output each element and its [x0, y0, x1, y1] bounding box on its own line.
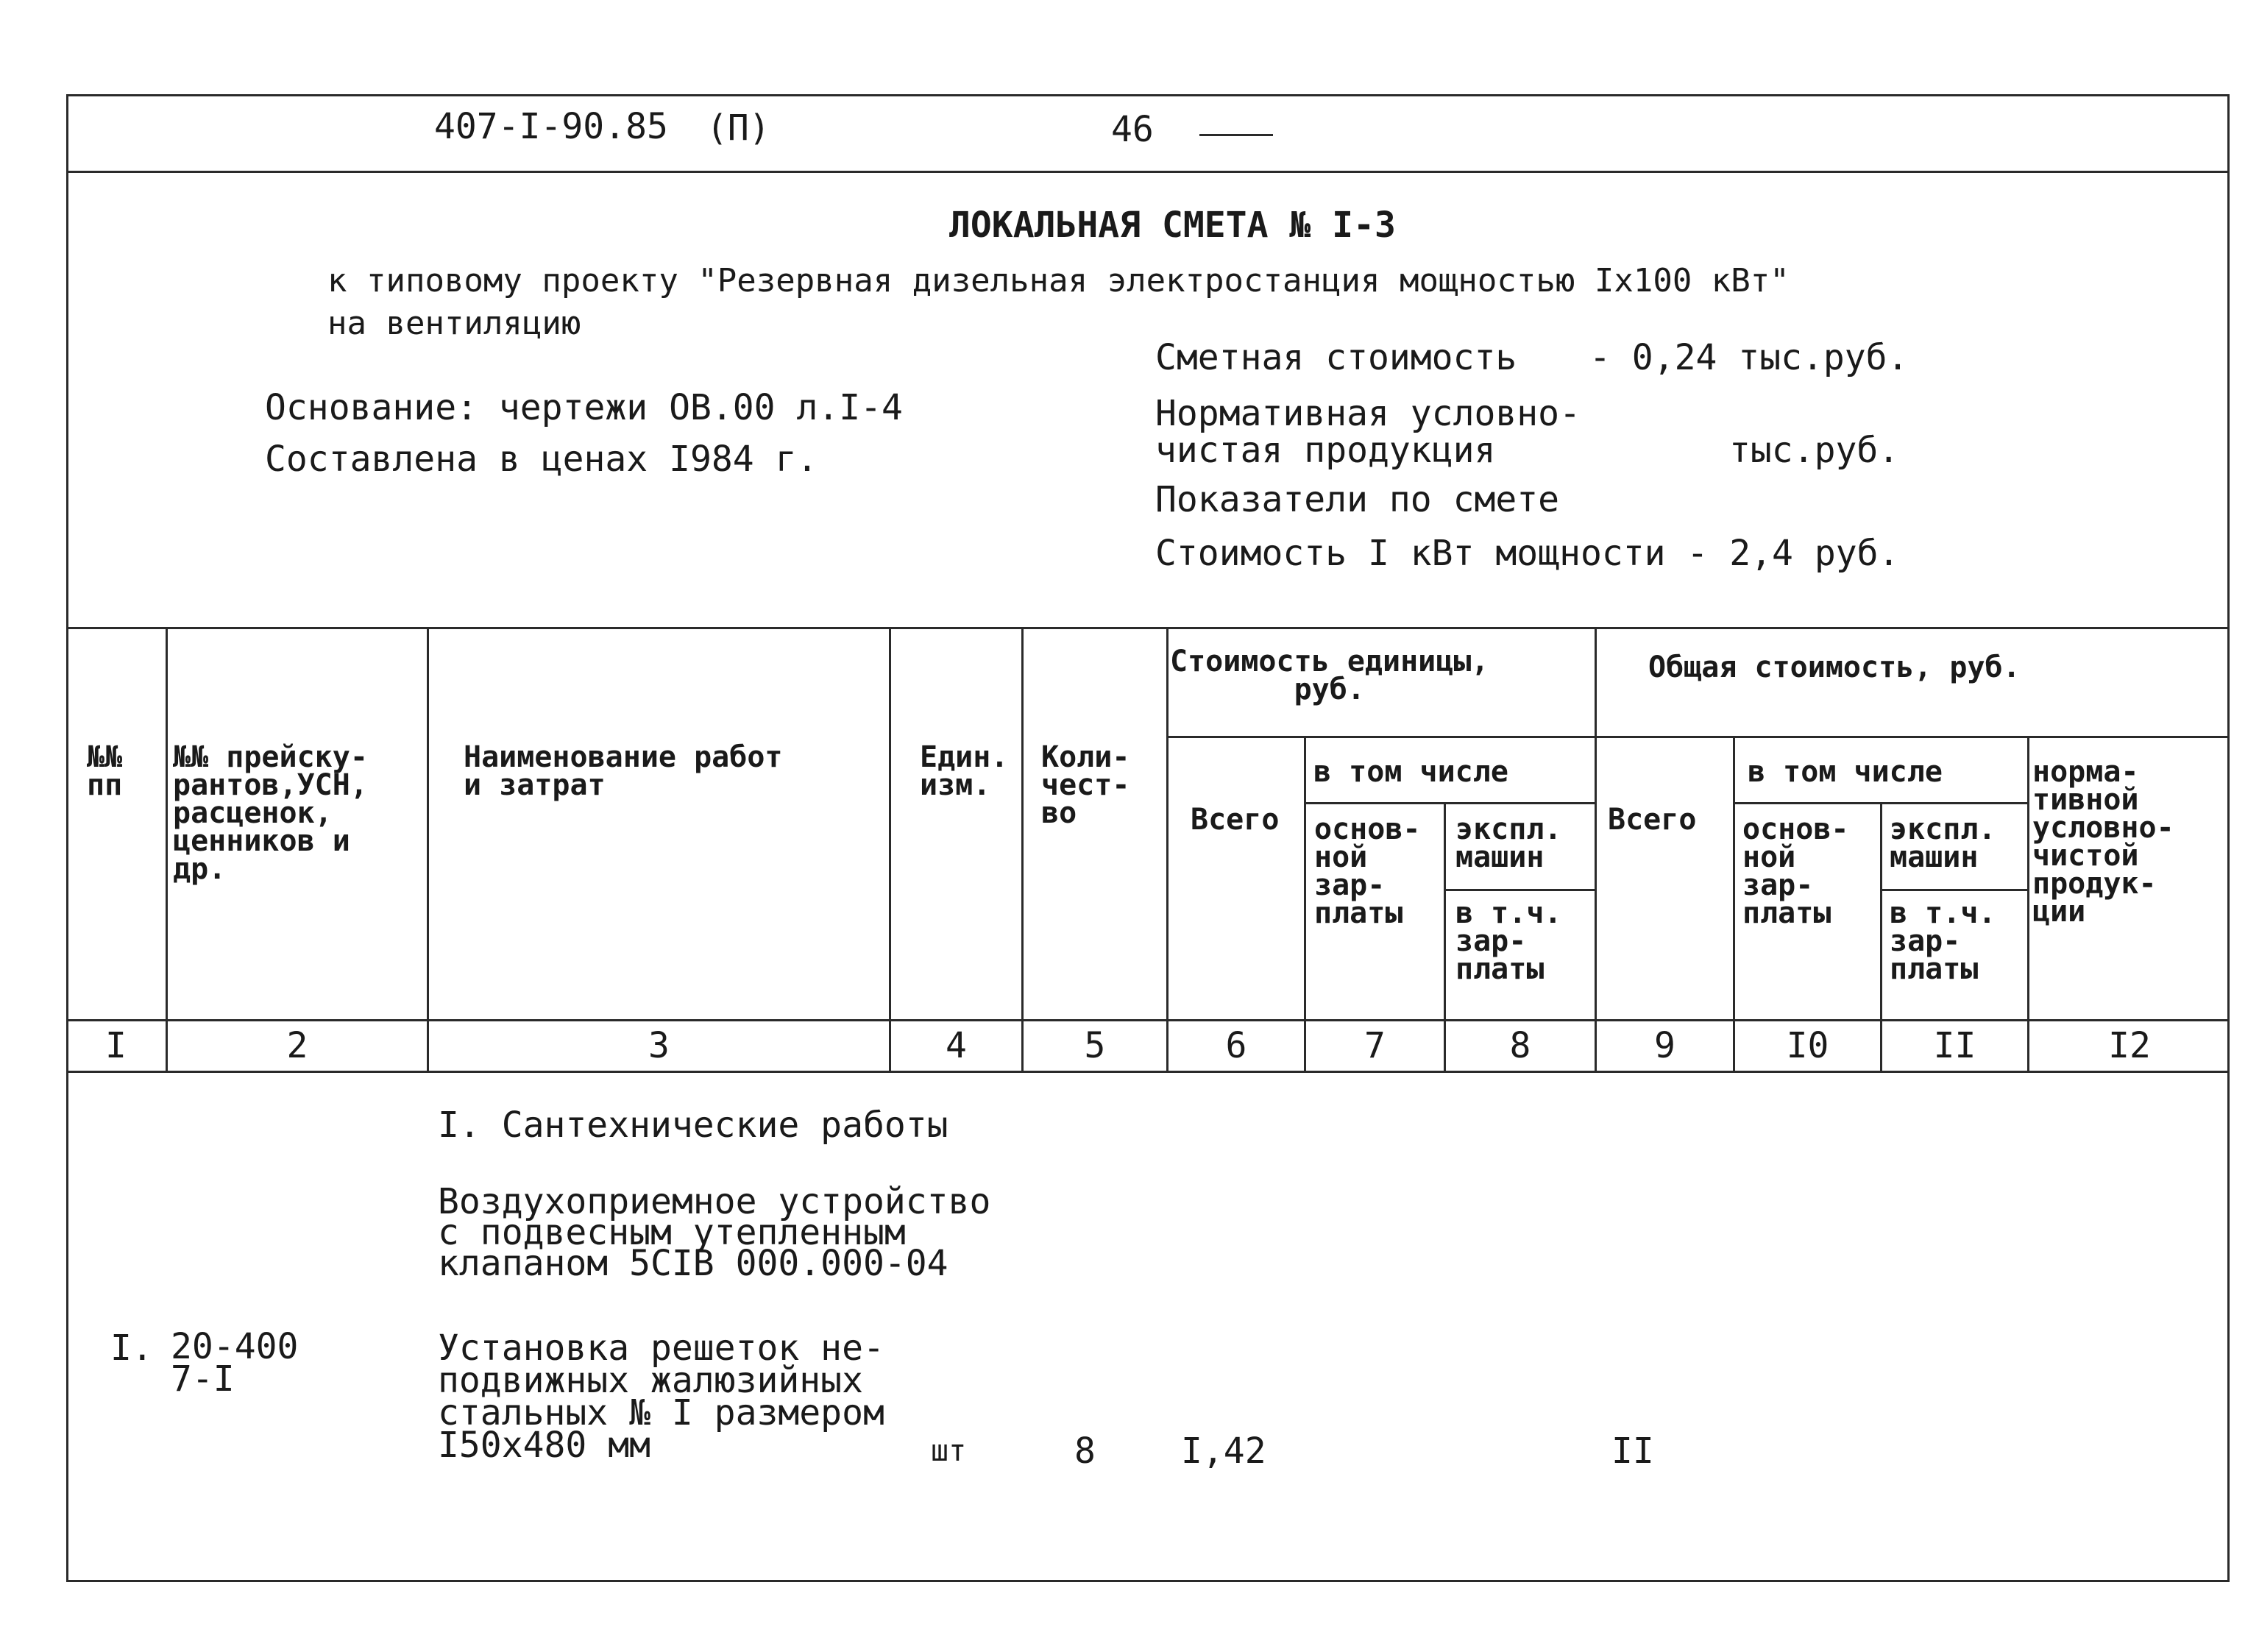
col-divider-1	[166, 627, 168, 1071]
col-number: 9	[1654, 1025, 1675, 1066]
page-number: 46	[1111, 109, 1154, 150]
header-norm-product: норма- тивной условно- чистой продук- ции	[2032, 755, 2174, 929]
col-number: I2	[2108, 1025, 2151, 1066]
header-all-total: Всего	[1608, 803, 1697, 837]
header-name: Наименование работ и затрат	[464, 740, 783, 802]
col-divider-5	[1166, 627, 1168, 1071]
col-number: 8	[1509, 1025, 1531, 1066]
prices-text: Составлена в ценах I984 г.	[265, 439, 818, 480]
row-unit: шт	[931, 1434, 967, 1468]
header-price-ref: №№ прейску- рантов,УСН, расценок, ценников и др.	[173, 740, 368, 886]
col-number: 3	[648, 1025, 670, 1066]
header-unit-cost: Стоимость единицы, руб.	[1170, 645, 1489, 706]
doc-variant: (П)	[706, 107, 770, 149]
header-basic-wage-total: основ- ной зар- платы	[1742, 812, 1849, 930]
header-all-unit: Всего	[1191, 803, 1280, 837]
header-qty: Коли- чест- во	[1041, 740, 1130, 830]
col-number: I	[105, 1025, 127, 1066]
row-name: Установка решеток не- подвижных жалюзийных стальных № I размером I50х480 мм	[438, 1327, 884, 1466]
section-title: I. Сантехнические работы	[438, 1105, 948, 1146]
document-title: ЛОКАЛЬНАЯ СМЕТА № I-3	[949, 205, 1396, 246]
header-machines-unit: экспл. машин	[1455, 812, 1562, 874]
row-price-ref: 20-400 7-I	[171, 1326, 299, 1400]
column-numbers-border	[66, 1071, 2230, 1073]
header-divider	[66, 171, 2230, 173]
row-unit-cost: I,42	[1181, 1431, 1266, 1472]
col-divider-2	[427, 627, 429, 1071]
header-total-cost: Общая стоимость, руб.	[1648, 650, 2021, 684]
norm-value: тыс.руб.	[1729, 430, 1900, 471]
header-incl-unit: в том числе	[1313, 755, 1508, 789]
row-qty: 8	[1074, 1431, 1096, 1472]
col-number: 2	[286, 1025, 308, 1066]
col-number: II	[1933, 1025, 1976, 1066]
page-number-dash	[1199, 134, 1273, 136]
col-divider-11	[2027, 736, 2029, 1071]
header-incl-wage-total: в т.ч. зар- платы	[1890, 896, 1996, 986]
col-divider-4	[1021, 627, 1024, 1071]
header-machines-border-2	[1880, 889, 2027, 891]
row-number: I.	[110, 1327, 153, 1369]
norm-label-1: Нормативная условно-	[1155, 393, 1581, 434]
col-divider-6	[1304, 736, 1306, 1071]
cost-label: Сметная стоимость	[1155, 337, 1517, 378]
basis-text: Основание: чертежи ОВ.00 л.I-4	[265, 387, 903, 428]
col-number: 7	[1364, 1025, 1386, 1066]
indicators-label: Показатели по смете	[1155, 479, 1560, 520]
norm-label-2: чистая продукция	[1155, 430, 1496, 471]
col-divider-8	[1595, 627, 1597, 1071]
kw-cost: Стоимость I кВт мощности - 2,4 руб.	[1155, 533, 1900, 574]
header-bottom-border	[66, 1019, 2230, 1021]
header-incl-total: в том числе	[1748, 755, 1943, 789]
col-divider-9	[1733, 736, 1735, 1071]
col-number: 5	[1084, 1025, 1106, 1066]
table-top-border	[66, 627, 2230, 629]
group-title: Воздухоприемное устройство с подвесным утепленным клапаном 5CIB 000.000-04	[438, 1181, 991, 1284]
header-machines-border-1	[1444, 889, 1595, 891]
col-number: I0	[1786, 1025, 1829, 1066]
header-incl-border-1	[1304, 802, 1595, 804]
col-number: 4	[946, 1025, 967, 1066]
doc-code: 407-I-90.85	[434, 106, 668, 147]
subtitle-line-1: к типовому проекту "Резервная дизельная электростанция мощностью Iх100 кВт"	[327, 262, 1790, 299]
header-incl-wage-unit: в т.ч. зар- платы	[1455, 896, 1562, 986]
col-number: 6	[1225, 1025, 1247, 1066]
header-basic-wage-unit: основ- ной зар- платы	[1314, 812, 1421, 930]
subtitle-line-2: на вентиляцию	[327, 305, 581, 342]
header-row-2-border	[1166, 736, 2230, 738]
header-num: №№ пп	[87, 740, 123, 802]
row-total: II	[1611, 1431, 1654, 1472]
header-machines-total: экспл. машин	[1890, 812, 1996, 874]
col-divider-3	[889, 627, 891, 1071]
cost-value: - 0,24 тыс.руб.	[1589, 337, 1909, 378]
header-unit: Един. изм.	[920, 740, 1009, 802]
